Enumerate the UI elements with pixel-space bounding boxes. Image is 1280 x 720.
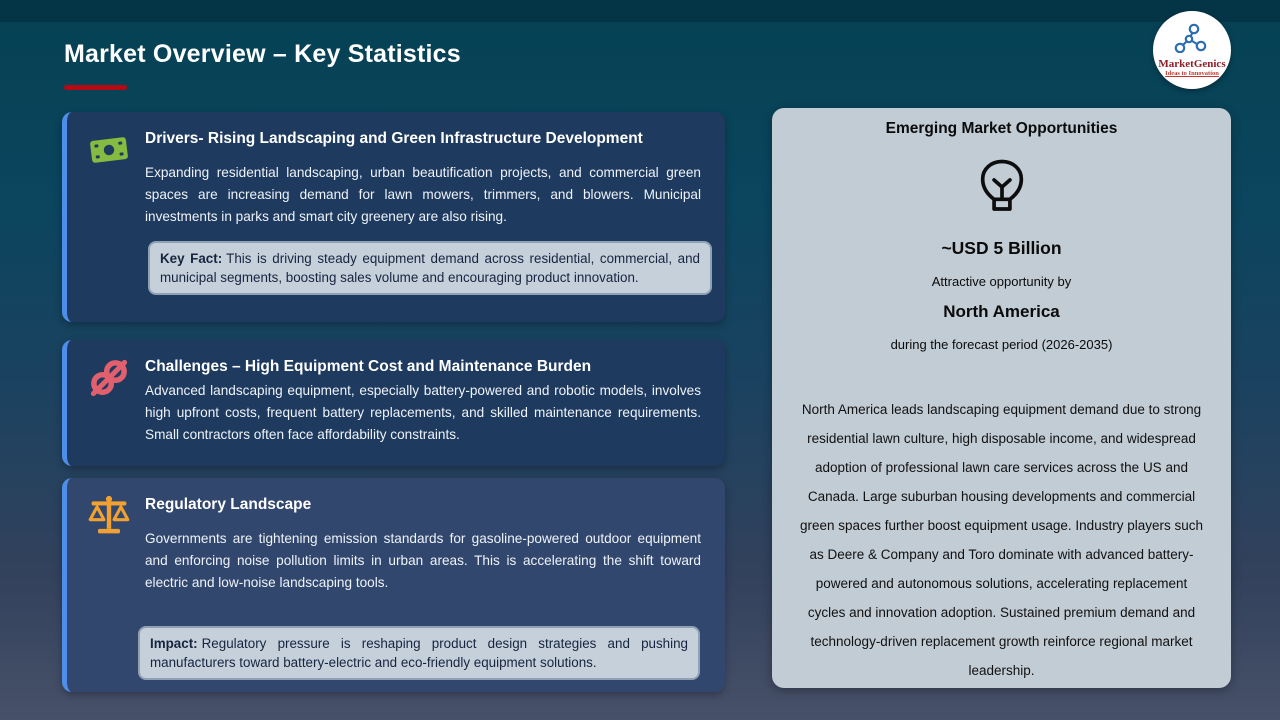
top-band <box>0 0 1280 22</box>
card-regulatory-heading: Regulatory Landscape <box>145 496 312 513</box>
card-regulatory <box>62 478 725 692</box>
broken-link-icon <box>87 356 131 400</box>
opportunities-title: Emerging Market Opportunities <box>885 120 1118 137</box>
emerging-opportunities-panel <box>772 108 1231 688</box>
impact-label: Impact: <box>150 636 198 651</box>
scales-icon <box>87 494 131 538</box>
lightbulb-icon <box>975 158 1029 216</box>
card-challenges <box>62 340 725 466</box>
card-challenges-body: Advanced landscaping equipment, especially battery-powered and robotic models, involves high upfront costs, frequent battery replacements, and skilled maintenance requirements. Small contractors often face affordability constraints. <box>145 383 701 442</box>
logo-name: MarketGenics <box>1158 57 1226 70</box>
title-underline <box>64 85 127 90</box>
key-fact-label: Key Fact: <box>160 251 223 266</box>
opportunity-region: North America <box>943 302 1060 321</box>
card-regulatory-body: Governments are tightening emission standards for gasoline-powered outdoor equipment and enforcing noise pollution limits in urban areas. This is accelerating the shift toward electric and low-noise landscaping tools. <box>145 531 701 590</box>
card-drivers <box>62 112 725 322</box>
page-title: Market Overview – Key Statistics <box>64 40 461 68</box>
opportunity-subtitle: Attractive opportunity by <box>931 274 1072 289</box>
key-fact-box <box>148 241 712 295</box>
card-drivers-heading: Drivers- Rising Landscaping and Green Infrastructure Development <box>145 130 643 147</box>
logo-tagline: Ideas to Innovation <box>1165 69 1219 77</box>
opportunity-description: North America leads landscaping equipment demand due to strong residential lawn culture, high disposable income, and widespread adoption of professional lawn care services across the US and Canada. Large suburban housing developments and commercial green spaces further boost equipment usage. Industry players such as Deere & Company and Toro dominate with advanced battery-powered and autonomous solutions, accelerating replacement cycles and innovation adoption. Sustained premium demand and technology-driven replacement growth reinforce regional market leadership. <box>800 402 1203 678</box>
impact-text: Regulatory pressure is reshaping product design strategies and pushing manufacturers toward battery-electric and eco-friendly equipment solutions. <box>150 636 688 670</box>
opportunity-period: during the forecast period (2026-2035) <box>890 337 1113 352</box>
key-fact-text: This is driving steady equipment demand across residential, commercial, and municipal segments, boosting sales volume and encouraging product innovation. <box>160 251 700 285</box>
impact-box <box>138 626 700 680</box>
molecule-network-icon <box>1170 23 1214 58</box>
card-challenges-heading: Challenges – High Equipment Cost and Maintenance Burden <box>145 358 592 375</box>
opportunity-value: ~USD 5 Billion <box>941 238 1062 258</box>
marketgenics-logo <box>1153 11 1231 89</box>
card-drivers-body: Expanding residential landscaping, urban beautification projects, and commercial green spaces are increasing demand for lawn mowers, trimmers, and blowers. Municipal investments in parks and smart city greenery are also rising. <box>145 165 701 224</box>
money-bill-icon <box>87 128 131 172</box>
